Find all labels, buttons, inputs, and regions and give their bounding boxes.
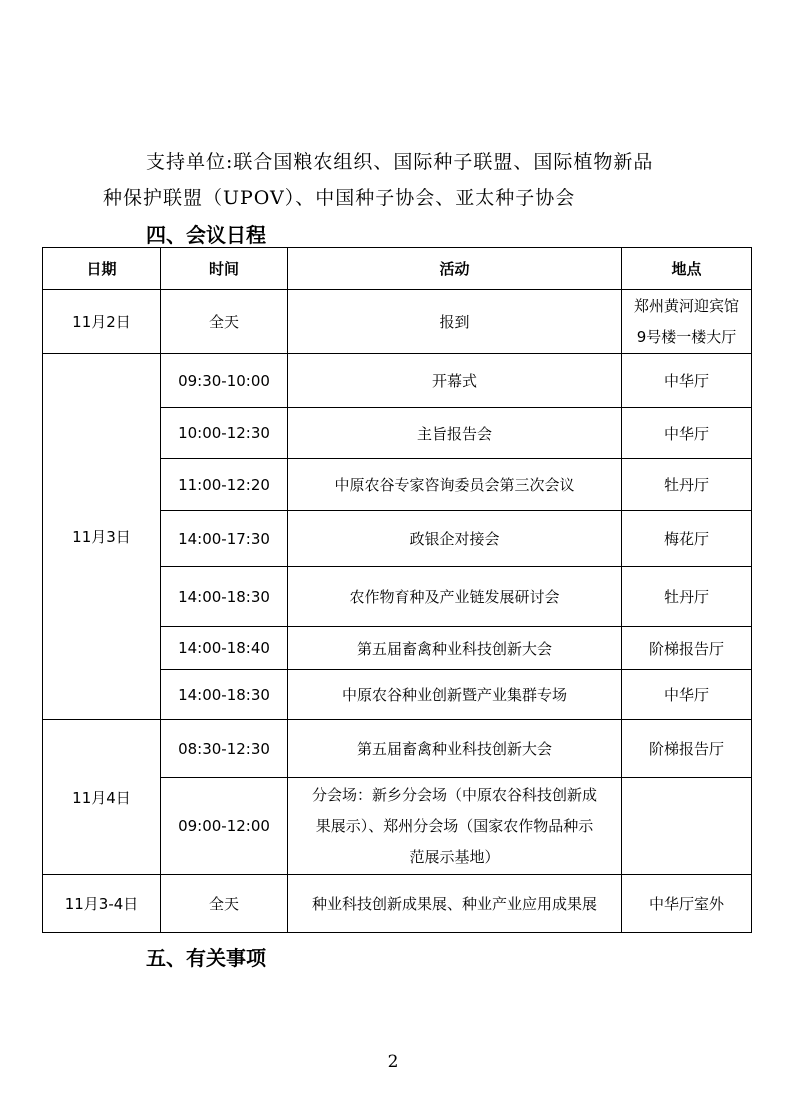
cell-location <box>622 290 752 354</box>
header-time: 时间 <box>161 248 288 290</box>
cell-location <box>622 778 752 875</box>
cell-time: 14:00-17:30 <box>161 511 288 567</box>
cell-time: 11:00-12:20 <box>161 459 288 511</box>
activity-line: 范展示基地） <box>409 847 500 866</box>
cell-activity: 农作物育种及产业链发展研讨会 <box>288 567 622 627</box>
cell-date: 11月2日 <box>43 290 161 354</box>
cell-location: 中华厅 <box>622 670 752 720</box>
cell-location: 牡丹厅 <box>622 567 752 627</box>
table-row <box>43 875 752 933</box>
activity-line: 分会场：新乡分会场（中原农谷科技创新成 <box>311 785 597 804</box>
cell-time: 09:30-10:00 <box>161 354 288 408</box>
cell-time: 14:00-18:40 <box>161 627 288 670</box>
table-row <box>43 354 752 408</box>
cell-date: 11月3-4日 <box>43 875 161 933</box>
cell-time: 09:00-12:00 <box>161 778 288 875</box>
cell-date: 11月3日 <box>43 354 161 720</box>
cell-activity: 第五届畜禽种业科技创新大会 <box>288 627 622 670</box>
cell-time: 14:00-18:30 <box>161 567 288 627</box>
support-units-line-1: 支持单位:联合国粮农组织、国际种子联盟、国际植物新品 <box>146 151 654 173</box>
cell-location: 阶梯报告厅 <box>622 627 752 670</box>
cell-activity <box>288 778 622 875</box>
header-location: 地点 <box>622 248 752 290</box>
cell-activity: 中原农谷专家咨询委员会第三次会议 <box>288 459 622 511</box>
cell-activity: 开幕式 <box>288 354 622 408</box>
cell-location: 中华厅室外 <box>622 875 752 933</box>
cell-time: 08:30-12:30 <box>161 720 288 778</box>
location-line: 9号楼一楼大厅 <box>636 327 737 346</box>
section-4-title: 四、会议日程 <box>146 223 266 247</box>
cell-activity: 报到 <box>288 290 622 354</box>
table-header-row <box>43 248 752 290</box>
header-date: 日期 <box>43 248 161 290</box>
section-5-title: 五、有关事项 <box>146 946 266 970</box>
table-row <box>43 720 752 778</box>
cell-time: 14:00-18:30 <box>161 670 288 720</box>
cell-activity: 政银企对接会 <box>288 511 622 567</box>
table-row <box>43 290 752 354</box>
page-number: 2 <box>387 1052 399 1072</box>
cell-location: 梅花厅 <box>622 511 752 567</box>
cell-time: 10:00-12:30 <box>161 408 288 459</box>
cell-activity: 种业科技创新成果展、种业产业应用成果展 <box>288 875 622 933</box>
location-line: 郑州黄河迎宾馆 <box>633 296 739 315</box>
activity-line: 果展示）、郑州分会场（国家农作物品种示 <box>315 816 594 835</box>
schedule-table <box>42 247 752 933</box>
cell-activity: 第五届畜禽种业科技创新大会 <box>288 720 622 778</box>
cell-time: 全天 <box>161 875 288 933</box>
cell-time: 全天 <box>161 290 288 354</box>
header-activity: 活动 <box>288 248 622 290</box>
support-units-line-2: 种保护联盟（UPOV）、中国种子协会、亚太种子协会 <box>103 187 576 209</box>
cell-activity: 中原农谷种业创新暨产业集群专场 <box>288 670 622 720</box>
cell-location: 中华厅 <box>622 408 752 459</box>
cell-location: 阶梯报告厅 <box>622 720 752 778</box>
cell-location: 中华厅 <box>622 354 752 408</box>
cell-location: 牡丹厅 <box>622 459 752 511</box>
cell-date: 11月4日 <box>43 720 161 875</box>
cell-activity: 主旨报告会 <box>288 408 622 459</box>
